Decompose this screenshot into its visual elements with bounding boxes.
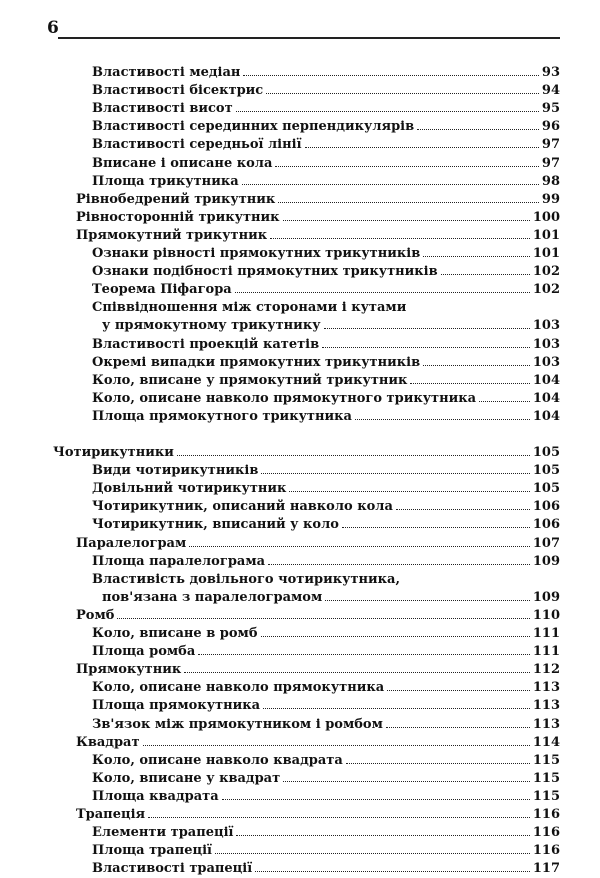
toc-entry-label: Зв'язок між прямокутником і ромбом bbox=[92, 716, 383, 732]
toc-entry-page: 110 bbox=[532, 607, 560, 623]
toc-entry-page: 112 bbox=[532, 662, 560, 678]
toc-entry-page: 109 bbox=[532, 553, 560, 569]
toc-entry-page: 111 bbox=[532, 626, 560, 641]
toc-entry-page: 103 bbox=[532, 336, 560, 352]
dot-leader bbox=[236, 111, 539, 112]
toc-entry-label: Елементи трапеції bbox=[92, 825, 234, 841]
toc-entry-label: Окремі випадки прямокутних трикутників bbox=[92, 354, 421, 370]
toc-entry-label: Властивість довільного чотирикутника, bbox=[92, 571, 401, 587]
toc-entry-page: 104 bbox=[532, 408, 560, 424]
toc-entry-page: 105 bbox=[532, 463, 560, 479]
dot-leader bbox=[189, 546, 530, 547]
toc-entry-label: Площа прямокутного трикутника bbox=[92, 408, 352, 424]
toc-entry-page: 99 bbox=[541, 191, 560, 207]
dot-leader bbox=[387, 690, 530, 691]
toc-entry-page: 111 bbox=[532, 644, 560, 660]
toc-entry bbox=[0, 209, 600, 227]
dot-leader bbox=[177, 455, 530, 456]
toc-entry bbox=[0, 535, 600, 553]
toc-entry bbox=[0, 245, 600, 263]
toc-entry-page: 113 bbox=[532, 698, 560, 714]
toc-entry-label: Прямокутний трикутник bbox=[76, 227, 268, 243]
toc-entry-label: Коло, вписане в ромб bbox=[92, 626, 258, 641]
toc-entry bbox=[0, 480, 600, 498]
dot-leader bbox=[236, 835, 529, 836]
toc-entry bbox=[0, 842, 600, 860]
toc-entry bbox=[0, 444, 600, 462]
dot-leader bbox=[148, 817, 530, 818]
toc-entry-page: 116 bbox=[532, 807, 560, 822]
dot-leader bbox=[423, 256, 530, 257]
dot-leader bbox=[243, 75, 538, 76]
toc-entry bbox=[0, 408, 600, 426]
toc-entry bbox=[0, 64, 600, 82]
toc-entry bbox=[0, 354, 600, 372]
toc-entry bbox=[0, 100, 600, 118]
toc-entry-label: Коло, описане навколо прямокутного трикутника bbox=[92, 390, 477, 406]
dot-leader bbox=[441, 274, 530, 275]
toc-entry-page: 94 bbox=[541, 83, 560, 99]
dot-leader bbox=[184, 672, 530, 673]
dot-leader bbox=[423, 365, 530, 366]
toc-entry-label: Трапеція bbox=[76, 807, 146, 822]
toc-entry-label: Чотирикутники bbox=[53, 445, 174, 460]
toc-entry bbox=[0, 553, 600, 571]
toc-entry-page: 116 bbox=[532, 825, 560, 841]
toc-entry-page: 103 bbox=[532, 354, 560, 370]
toc-entry bbox=[0, 281, 600, 299]
toc-entry-label: Площа ромба bbox=[92, 644, 196, 660]
toc-entry-page: 106 bbox=[532, 499, 560, 515]
dot-leader bbox=[235, 292, 530, 293]
toc-entry-page: 115 bbox=[532, 752, 560, 768]
toc-entry-label: Квадрат bbox=[76, 734, 140, 750]
toc-entry bbox=[0, 498, 600, 516]
dot-leader bbox=[143, 745, 530, 746]
toc-entry-label: Прямокутник bbox=[76, 662, 182, 678]
toc-entry bbox=[0, 716, 600, 734]
toc-entry bbox=[0, 589, 600, 607]
dot-leader bbox=[479, 401, 530, 402]
toc-entry bbox=[0, 317, 600, 335]
toc-entry bbox=[0, 263, 600, 281]
toc-entry bbox=[0, 462, 600, 480]
dot-leader bbox=[410, 383, 529, 384]
toc-entry-page: 107 bbox=[532, 535, 560, 551]
toc-entry bbox=[0, 860, 600, 878]
dot-leader bbox=[275, 166, 539, 167]
dot-leader bbox=[278, 202, 539, 203]
toc-entry-page: 113 bbox=[532, 680, 560, 696]
toc-entry-page: 106 bbox=[532, 517, 560, 533]
toc-entry-label: Площа прямокутника bbox=[92, 698, 261, 714]
toc-entry-label: Площа паралелограма bbox=[92, 553, 266, 569]
dot-leader bbox=[289, 491, 529, 492]
dot-leader bbox=[305, 147, 539, 148]
toc-entry-label: Площа трикутника bbox=[92, 173, 239, 189]
dot-leader bbox=[325, 600, 530, 601]
toc-entry bbox=[0, 516, 600, 534]
toc-entry bbox=[0, 824, 600, 842]
dot-leader bbox=[117, 618, 529, 619]
toc-entry-page: 114 bbox=[532, 734, 560, 750]
toc-entry-page: 105 bbox=[532, 445, 560, 460]
toc-entry-page: 115 bbox=[532, 788, 560, 804]
toc-entry-page: 97 bbox=[541, 155, 560, 171]
toc-entry-page: 101 bbox=[532, 227, 560, 243]
toc-entry-page: 102 bbox=[532, 282, 560, 298]
page-number: 6 bbox=[47, 18, 59, 38]
toc-entry-label: Довільний чотирикутник bbox=[92, 481, 287, 497]
toc-entry-label: Теорема Піфагора bbox=[92, 282, 232, 298]
dot-leader bbox=[270, 238, 530, 239]
dot-leader bbox=[322, 347, 530, 348]
toc-entry-label: Ромб bbox=[76, 607, 115, 623]
dot-leader bbox=[242, 184, 539, 185]
toc-entry-label: Площа трапеції bbox=[92, 843, 212, 859]
toc-entry-label: Коло, вписане у прямокутний трикутник bbox=[92, 372, 408, 388]
toc-entry-page: 109 bbox=[532, 589, 560, 605]
toc-entry bbox=[0, 697, 600, 715]
toc-entry bbox=[0, 390, 600, 408]
dot-leader bbox=[283, 781, 530, 782]
toc-entry-label: Чотирикутник, описаний навколо кола bbox=[92, 499, 393, 515]
dot-leader bbox=[222, 799, 530, 800]
toc-entry-page: 93 bbox=[541, 65, 560, 80]
toc-entry-page: 115 bbox=[532, 770, 560, 786]
toc-entry bbox=[0, 752, 600, 770]
toc-entry bbox=[0, 571, 600, 589]
toc-entry bbox=[0, 155, 600, 173]
dot-leader bbox=[283, 220, 530, 221]
toc-entry-label: Рівнобедрений трикутник bbox=[76, 191, 276, 207]
dot-leader bbox=[417, 129, 539, 130]
dot-leader bbox=[268, 564, 530, 565]
toc-entry bbox=[0, 118, 600, 136]
dot-leader bbox=[198, 654, 530, 655]
toc-entry-label: Властивості висот bbox=[92, 101, 233, 117]
toc-entry-page: 116 bbox=[532, 843, 560, 859]
toc-entry-page: 104 bbox=[532, 390, 560, 406]
toc-entry bbox=[0, 299, 600, 317]
toc-entry-label: Коло, описане навколо квадрата bbox=[92, 752, 343, 768]
dot-leader bbox=[261, 636, 530, 637]
dot-leader bbox=[342, 527, 530, 528]
toc-entry-label: Площа квадрата bbox=[92, 788, 219, 804]
dot-leader bbox=[261, 473, 530, 474]
toc-entry bbox=[0, 625, 600, 643]
toc-entry-label: Чотирикутник, вписаний у коло bbox=[92, 517, 339, 533]
toc-entry-label: Властивості трапеції bbox=[92, 861, 253, 877]
toc-entry-page: 105 bbox=[532, 481, 560, 497]
toc-entry bbox=[0, 806, 600, 824]
toc-entry-page: 103 bbox=[532, 318, 560, 334]
dot-leader bbox=[263, 708, 530, 709]
dot-leader bbox=[266, 93, 539, 94]
toc-entry-label: Властивості бісектрис bbox=[92, 83, 264, 99]
dot-leader bbox=[255, 871, 530, 872]
dot-leader bbox=[355, 419, 530, 420]
toc-entry-label: Властивості середньої лінії bbox=[92, 137, 302, 153]
toc-entry-label: у прямокутному трикутнику bbox=[102, 318, 321, 334]
dot-leader bbox=[346, 763, 530, 764]
toc-entry bbox=[0, 788, 600, 806]
dot-leader bbox=[396, 509, 530, 510]
toc-entry bbox=[0, 336, 600, 354]
toc-entry bbox=[0, 191, 600, 209]
toc-entry bbox=[0, 372, 600, 390]
toc-entry bbox=[0, 661, 600, 679]
toc-entry-label: Ознаки подібності прямокутних трикутників bbox=[92, 264, 438, 280]
toc-entry-label: Властивості серединних перпендикулярів bbox=[92, 119, 415, 135]
toc-entry-label: Види чотирикутників bbox=[92, 463, 259, 479]
toc-entry-page: 104 bbox=[532, 372, 560, 388]
toc-entry-page: 97 bbox=[541, 137, 560, 153]
toc-entry-label: Коло, вписане у квадрат bbox=[92, 770, 281, 786]
toc-entry-page: 95 bbox=[541, 101, 560, 117]
dot-leader bbox=[386, 727, 530, 728]
toc-entry-page: 96 bbox=[541, 119, 560, 135]
toc-entry-label: пов'язана з паралелограмом bbox=[102, 589, 323, 605]
toc-entry-label: Властивості проекцій катетів bbox=[92, 336, 320, 352]
toc-entry-label: Рівносторонній трикутник bbox=[76, 209, 280, 225]
toc-entry-page: 101 bbox=[532, 246, 560, 261]
dot-leader bbox=[215, 853, 530, 854]
toc-entry-label: Паралелограм bbox=[76, 535, 187, 551]
toc-entry-label: Вписане і описане кола bbox=[92, 155, 273, 171]
toc-entry bbox=[0, 136, 600, 154]
toc-entry-page: 98 bbox=[541, 173, 560, 189]
toc-entry-page: 100 bbox=[532, 209, 560, 225]
toc-entry bbox=[0, 173, 600, 191]
toc-entry bbox=[0, 643, 600, 661]
toc-entry-label: Ознаки рівності прямокутних трикутників bbox=[92, 246, 421, 261]
toc-entry bbox=[0, 227, 600, 245]
toc-entry-label: Коло, описане навколо прямокутника bbox=[92, 680, 385, 696]
dot-leader bbox=[324, 328, 530, 329]
header-rule bbox=[58, 37, 560, 39]
toc-entry bbox=[0, 679, 600, 697]
toc-entry-label: Співвідношення між сторонами і кутами bbox=[92, 300, 407, 316]
toc-entry-page: 113 bbox=[532, 716, 560, 732]
toc-entry-page: 117 bbox=[532, 861, 560, 877]
toc-entry bbox=[0, 82, 600, 100]
toc-entry-page: 102 bbox=[532, 264, 560, 280]
toc-entry-label: Властивості медіан bbox=[92, 65, 241, 80]
toc-entry bbox=[0, 607, 600, 625]
toc-entry bbox=[0, 734, 600, 752]
toc-entry bbox=[0, 770, 600, 788]
